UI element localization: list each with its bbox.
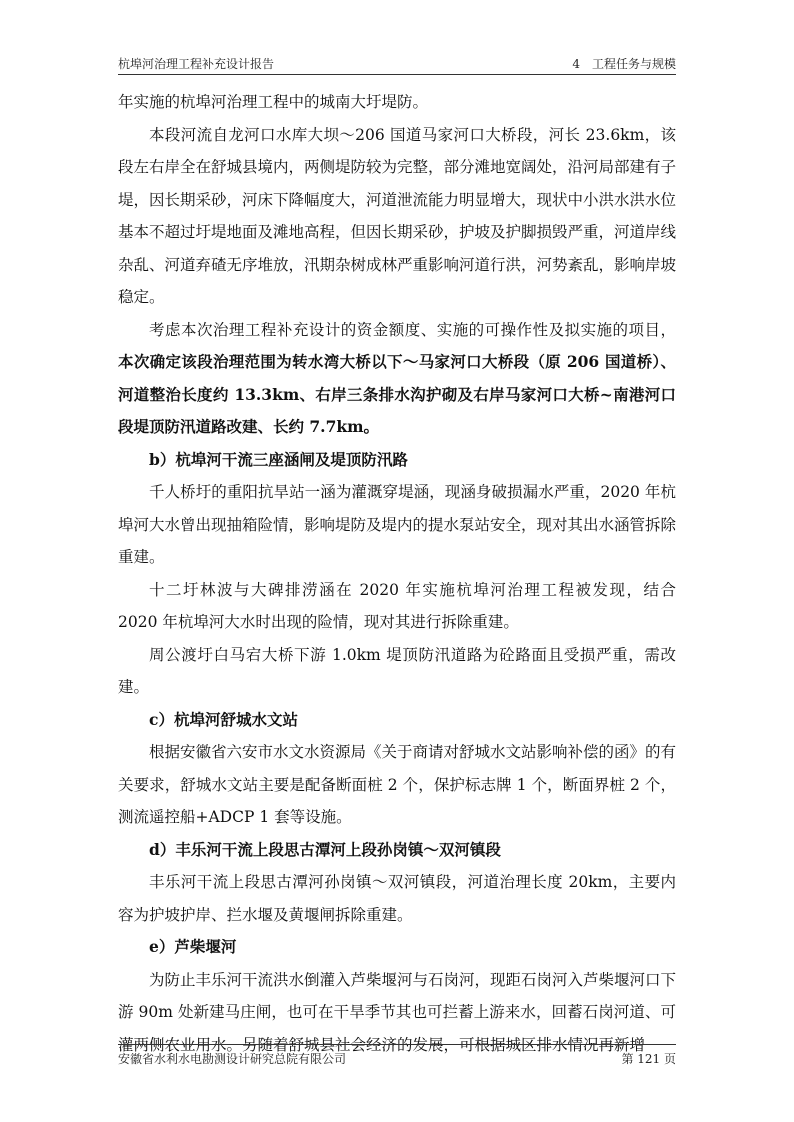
section-heading-c: c）杭埠河舒城水文站 bbox=[149, 709, 298, 729]
paragraph-river-section: 本段河流自龙河口水库大坝～206 国道马家河口大桥段，河长 23.6km，该段左右岸全在舒城县境内，两侧堤防较为完整，部分滩地宽阔处，沿河局部建有子堤，因长期采砂，河床下降幅度大，河道泄流能力明显增大，现状中小洪水洪水位基本不超过圩堤地面及滩地高程，但因长期采砂，护坡及护脚损毁严重，河道岸线杂乱、河道弃碴无序堆放，汛期杂树成林严重影响河道行洪，河势紊乱，影响岸坡稳定。 bbox=[118, 125, 677, 306]
section-heading-e: e）芦柴堰河 bbox=[149, 937, 237, 956]
paragraph-luchaiyan-river: 为防止丰乐河干流洪水倒灌入芦柴堰河与石岗河，现距石岗河入芦柴堰河口下游 90m 处新建马庄闸，也可在干旱季节其也可拦蓄上游来水，回蓄石岗河道、可灌两侧农业用水。另随着舒城县社会经济的发展，可根据城区排水情况再新增 bbox=[118, 970, 677, 1054]
footer-company: 安徽省水利水电勘测设计研究总院有限公司 bbox=[118, 1052, 347, 1066]
footer-page-number: 第 121 页 bbox=[621, 1052, 676, 1066]
section-heading-d: d）丰乐河干流上段思古潭河上段孙岗镇～双河镇段 bbox=[149, 839, 501, 859]
header-report-title: 杭埠河治理工程补充设计报告 bbox=[118, 57, 275, 71]
paragraph-culvert-1: 千人桥圩的重阳抗旱站一涵为灌溉穿堤涵，现涵身破损漏水严重，2020 年杭埠河大水曾出现抽箱险情，影响堤防及堤内的提水泵站安全，现对其出水涵管拆除重建。 bbox=[118, 483, 677, 566]
section-heading-b: b）杭埠河干流三座涵闸及堤顶防汛路 bbox=[149, 449, 408, 469]
paragraph-scope bbox=[118, 314, 676, 444]
paragraph-flood-road: 周公渡圩白马宕大桥下游 1.0km 堤顶防汛道路为砼路面且受损严重，需改建。 bbox=[118, 645, 676, 696]
header-chapter-title: 4 工程任务与规模 bbox=[572, 57, 676, 71]
paragraph-continuation: 年实施的杭埠河治理工程中的城南大圩堤防。 bbox=[118, 93, 429, 111]
scope-bold-text: 本次确定该段治理范围为转水湾大桥以下～马家河口大桥段（原 206 国道桥）、河道整治长度约 13.3km、右岸三条排水沟护砌及右岸马家河口大桥~南港河口段堤顶防汛道路改建、长约 7.7km。 bbox=[118, 352, 676, 436]
paragraph-hydrology-station: 根据安徽省六安市水文水资源局《关于商请对舒城水文站影响补偿的函》的有关要求，舒城水文站主要是配备断面桩 2 个，保护标志牌 1 个，断面界桩 2 个，测流遥控船+ADCP 1 套等设施。 bbox=[118, 743, 677, 826]
scope-intro-text: 考虑本次治理工程补充设计的资金额度、实施的可操作性及拟实施的项目， bbox=[149, 320, 676, 339]
page-header bbox=[118, 52, 676, 75]
document-body bbox=[118, 86, 676, 1061]
page-footer bbox=[118, 1044, 676, 1067]
paragraph-culvert-2: 十二圩林波与大碑排涝涵在 2020 年实施杭埠河治理工程被发现，结合 2020 年杭埠河大水时出现的险情，现对其进行拆除重建。 bbox=[118, 580, 676, 631]
paragraph-fengle-river: 丰乐河干流上段思古潭河孙岗镇～双河镇段，河道治理长度 20km，主要内容为护坡护岸、拦水堰及黄堰闸拆除重建。 bbox=[118, 873, 676, 924]
